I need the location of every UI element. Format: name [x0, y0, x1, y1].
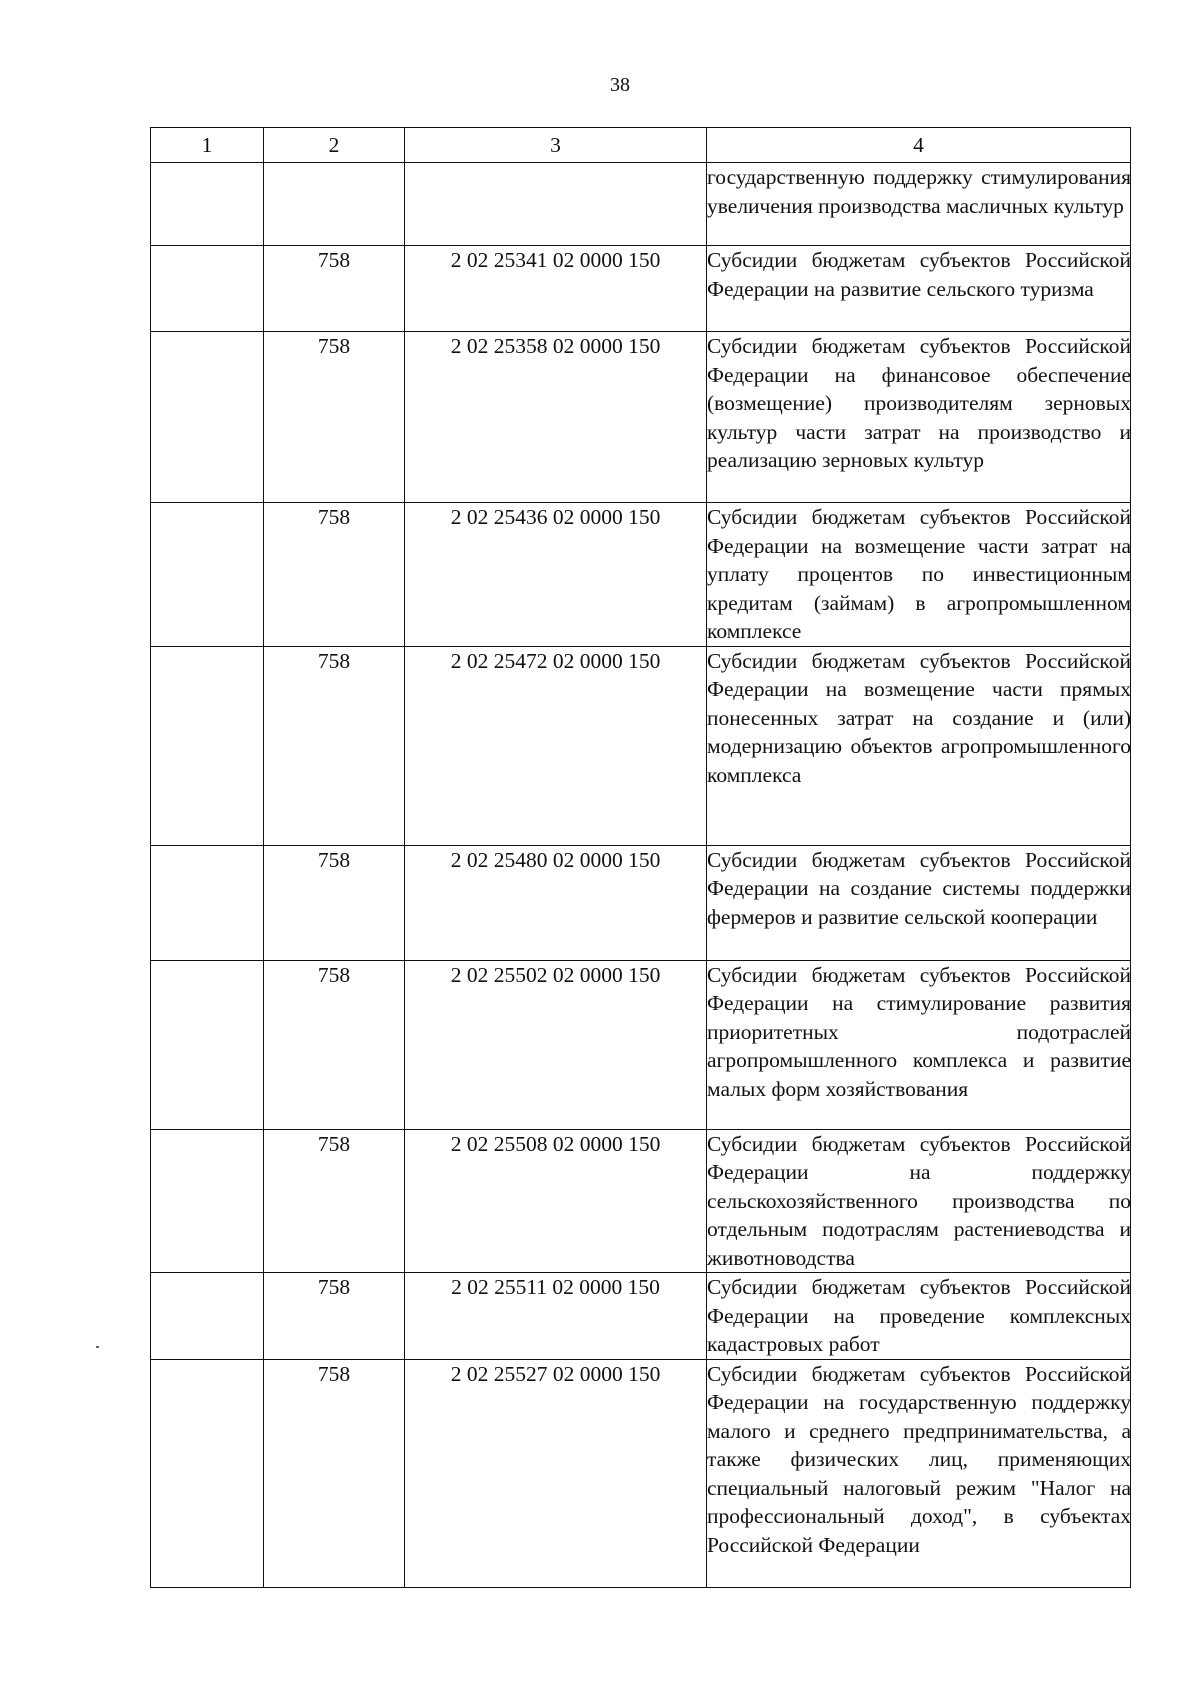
description-text: Субсидии бюджетам субъектов Российской Федерации на развитие сельского туризма [707, 248, 1131, 301]
description-cell [707, 646, 1131, 845]
page-number: 38 [610, 74, 630, 96]
description-text: Субсидии бюджетам субъектов Российской Федерации на стимулирование развития приоритетных подотраслей агропромышленного комплекса и развитие малых форм хозяйствования [707, 962, 1131, 1101]
admin-code-cell: 758 [264, 1129, 405, 1273]
table-row [151, 1273, 1131, 1360]
budget-code-cell: 2 02 25480 02 0000 150 [405, 845, 707, 960]
budget-codes-table [150, 127, 1131, 1588]
row-cell-col1 [151, 646, 264, 845]
budget-code-cell: 2 02 25436 02 0000 150 [405, 503, 707, 647]
row-cell-col1 [151, 1359, 264, 1587]
column-header-1: 1 [151, 128, 264, 163]
budget-code-cell: 2 02 25472 02 0000 150 [405, 646, 707, 845]
row-cell-col1 [151, 332, 264, 503]
row-cell-col1 [151, 503, 264, 647]
row-cell-col1 [151, 845, 264, 960]
budget-code-cell: 2 02 25511 02 0000 150 [405, 1273, 707, 1360]
description-text: Субсидии бюджетам субъектов Российской Федерации на поддержку сельскохозяйственного производства по отдельным подотраслям растениеводства и животноводства [707, 1131, 1131, 1270]
budget-code-cell: 2 02 25527 02 0000 150 [405, 1359, 707, 1587]
description-text: государственную поддержку стимулирования увеличения производства масличных культур [707, 165, 1131, 218]
row-cell-col1 [151, 1273, 264, 1360]
admin-code-cell: 758 [264, 845, 405, 960]
admin-code-cell: 758 [264, 503, 405, 647]
description-cell [707, 1273, 1131, 1360]
budget-code-cell: 2 02 25341 02 0000 150 [405, 246, 707, 332]
budget-code-cell: 2 02 25508 02 0000 150 [405, 1129, 707, 1273]
row-cell-col1 [151, 163, 264, 246]
table-row [151, 845, 1131, 960]
description-cell [707, 1129, 1131, 1273]
description-cell [707, 845, 1131, 960]
description-cell [707, 163, 1131, 246]
table-row [151, 646, 1131, 845]
row-cell-col1 [151, 246, 264, 332]
description-text: Субсидии бюджетам субъектов Российской Федерации на возмещение части прямых понесенных затрат на создание и (или) модернизацию объектов агропромышленного комплекса [707, 648, 1131, 787]
table-row [151, 960, 1131, 1129]
column-header-4: 4 [707, 128, 1131, 163]
description-text: Субсидии бюджетам субъектов Российской Федерации на проведение комплексных кадастровых работ [707, 1275, 1131, 1356]
table-header-row [151, 128, 1131, 163]
table-row [151, 1129, 1131, 1273]
budget-code-cell: 2 02 25358 02 0000 150 [405, 332, 707, 503]
description-cell [707, 960, 1131, 1129]
admin-code-cell: 758 [264, 646, 405, 845]
table-row [151, 246, 1131, 332]
column-header-2: 2 [264, 128, 405, 163]
description-cell [707, 332, 1131, 503]
admin-code-cell [264, 163, 405, 246]
description-cell [707, 1359, 1131, 1587]
row-cell-col1 [151, 1129, 264, 1273]
admin-code-cell: 758 [264, 332, 405, 503]
admin-code-cell: 758 [264, 1359, 405, 1587]
table-row [151, 163, 1131, 246]
description-cell [707, 503, 1131, 647]
description-cell [707, 246, 1131, 332]
budget-code-cell [405, 163, 707, 246]
table-row [151, 332, 1131, 503]
description-text: Субсидии бюджетам субъектов Российской Федерации на создание системы поддержки фермеров и развитие сельской кооперации [707, 847, 1131, 929]
admin-code-cell: 758 [264, 960, 405, 1129]
description-text: Субсидии бюджетам субъектов Российской Федерации на возмещение части затрат на уплату процентов по инвестиционным кредитам (займам) в агропромышленном комплексе [707, 505, 1131, 643]
table-row [151, 503, 1131, 647]
admin-code-cell: 758 [264, 246, 405, 332]
budget-code-cell: 2 02 25502 02 0000 150 [405, 960, 707, 1129]
table-row [151, 1359, 1131, 1587]
scan-artifact [96, 1346, 99, 1348]
row-cell-col1 [151, 960, 264, 1129]
description-text: Субсидии бюджетам субъектов Российской Федерации на государственную поддержку малого и среднего предпринимательства, а также физических лиц, применяющих специальный налоговый режим "Налог на профессиональный доход", в субъектах Российской Федерации [707, 1361, 1131, 1557]
admin-code-cell: 758 [264, 1273, 405, 1360]
column-header-3: 3 [405, 128, 707, 163]
description-text: Субсидии бюджетам субъектов Российской Федерации на финансовое обеспечение (возмещение) производителям зерновых культур части затрат на производство и реализацию зерновых культур [707, 334, 1131, 472]
